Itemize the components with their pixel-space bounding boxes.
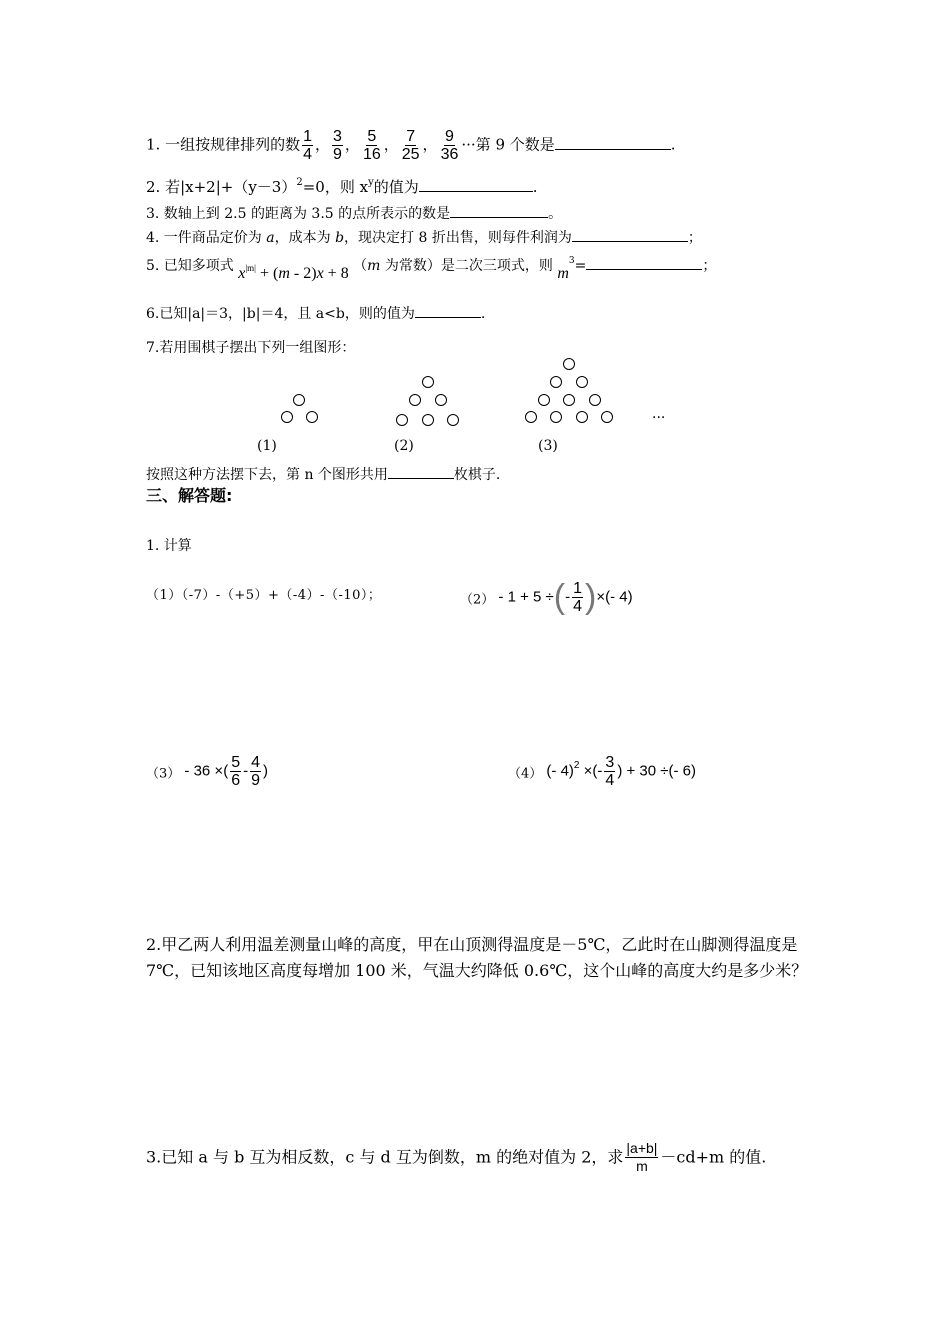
go-stone (563, 394, 575, 406)
go-stone (550, 376, 562, 388)
section-heading: 三、解答题: (146, 486, 233, 505)
question-7: 7.若用围棋子摆出下列一组图形： (146, 340, 356, 356)
go-stone (293, 394, 305, 406)
figure-label: (3) (538, 438, 558, 454)
fraction: $\frac{1}{4}$ (303, 128, 312, 163)
go-stone (601, 411, 613, 423)
go-stone (563, 358, 575, 370)
answer-blank[interactable] (586, 254, 702, 270)
q1-prefix: 1. 一组按规律排列的数 (146, 135, 301, 154)
go-stone (576, 411, 588, 423)
question-7-continued: 按照这种方法摆下去，第 n 个图形共用 枚棋子. (146, 463, 500, 485)
word-problem-3: 3.已知 a 与 b 互为相反数，c 与 d 互为倒数，m 的绝对值为 2，求 $\frac{|a+b|}{m}$ －cd+m 的值. (146, 1140, 767, 1174)
go-stone (409, 394, 421, 406)
go-stone (306, 411, 318, 423)
go-stone (576, 376, 588, 388)
calc-title: 1. 计算 (146, 538, 192, 554)
calc-part-4: （4） (- 4)$^2$ ×(- $\frac{3}{4}$ ) + 30 ÷(- 6) (508, 754, 696, 789)
answer-blank[interactable] (555, 134, 671, 150)
word-problem-2: 2.甲乙两人利用温差测量山峰的高度，甲在山顶测得温度是－5℃，乙此时在山脚测得温度是 7℃，已知该地区高度每增加 100 米，气温大约降低 0.6℃，这个山峰的高度大约是多少米？ (146, 935, 808, 980)
go-stone (538, 394, 550, 406)
question-3: 3. 数轴上到 2.5 的距离为 3.5 的点所表示的数是 。 (146, 202, 562, 224)
question-1: 1. 一组按规律排列的数 $\frac{1}{4}$ ， $\frac{3}{9}$ ， $\frac{5}{16}$ ， $\frac{7}{25}$ ， $\frac{9}{36}$ ···第 9 个数是 . (146, 128, 676, 163)
answer-blank[interactable] (572, 226, 688, 242)
question-5: 5. 已知多项式 $x^{|m|} + (m - 2)x + 8$ （m 为常数）是二次三项式，则 $m^3=$ ； (146, 256, 717, 282)
go-stone (435, 394, 447, 406)
question-4: 4. 一件商品定价为 a，成本为 b，现决定打 8 折出售，则每件利润为 ； (146, 226, 702, 248)
go-stone (422, 414, 434, 426)
answer-blank[interactable] (450, 202, 548, 218)
calc-part-3: （3） - 36 ×( $\frac{5}{6}$ - $\frac{4}{9}$ ) (146, 754, 269, 789)
go-stone (422, 376, 434, 388)
answer-blank[interactable] (388, 463, 454, 479)
question-6: 6.已知|a|＝3，|b|＝4，且 a<b，则的值为 . (146, 302, 485, 324)
fraction: $\frac{5}{16}$ (362, 128, 381, 163)
answer-blank[interactable] (415, 302, 481, 318)
go-stone (281, 411, 293, 423)
polynomial: $x^{|m|} + (m - 2)x + 8$ (238, 263, 349, 282)
figure-label: (1) (257, 438, 277, 454)
go-stone (396, 414, 408, 426)
question-2: 2. 若$|x+2|+(y-3)^2=0$，则 $x^y$的值为 . (146, 177, 538, 196)
fraction: $\frac{7}{25}$ (401, 128, 420, 163)
fraction: $\frac{9}{36}$ (440, 128, 459, 163)
go-stone (589, 394, 601, 406)
fraction: $\frac{3}{9}$ (333, 128, 342, 163)
figures-ellipsis: ··· (652, 410, 666, 426)
go-stone (447, 414, 459, 426)
go-stone (550, 411, 562, 423)
figure-label: (2) (394, 438, 414, 454)
calc-part-2: （2） - 1 + 5 ÷(- $\frac{1}{4}$ )×(- 4) (460, 578, 633, 617)
go-stone (525, 411, 537, 423)
calc-part-1: （1）（-7）-（+5）+（-4）-（-10）； (146, 588, 382, 603)
answer-blank[interactable] (419, 176, 533, 192)
